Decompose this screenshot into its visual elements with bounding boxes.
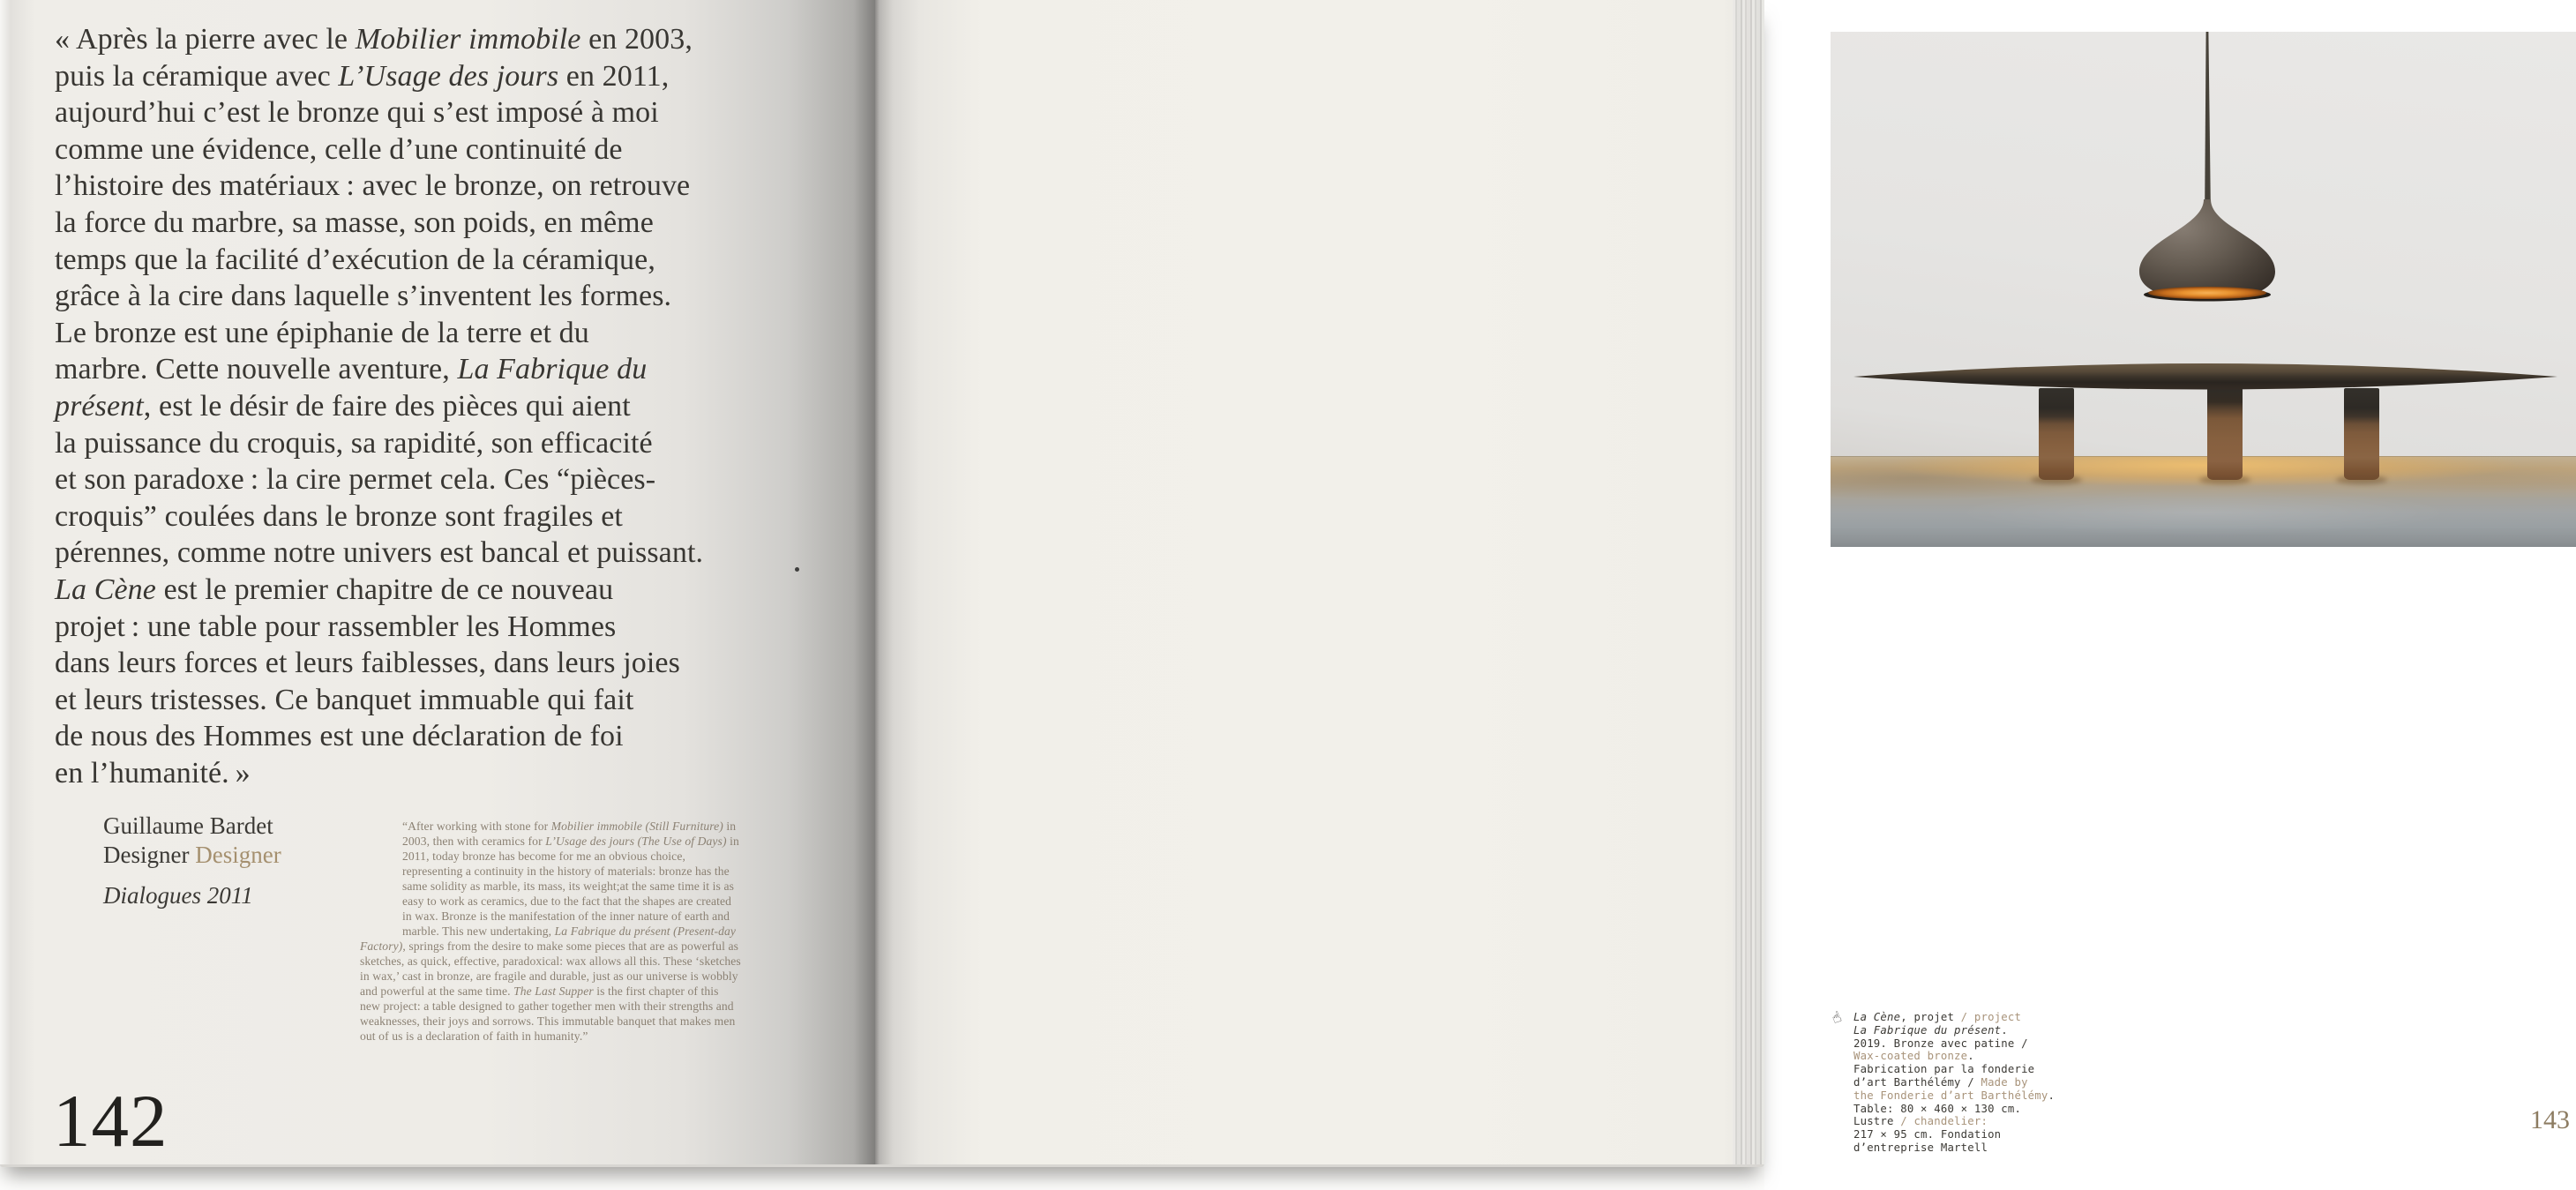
text-line <box>55 21 703 58</box>
author-role-fr: Designer <box>103 842 196 868</box>
bronze-table-top <box>1853 363 2558 391</box>
text-segment: temps que la facilité d’exécution de la céramique, <box>55 243 655 276</box>
text-line <box>1853 1076 2055 1089</box>
text-segment: projet : une table pour rassembler les Hommes <box>55 610 617 643</box>
text-segment: en 2011, <box>558 59 670 93</box>
text-line <box>1853 1050 2055 1063</box>
lamp-glow <box>2148 287 2266 299</box>
pendant-lamp <box>2130 32 2285 307</box>
text-line <box>55 425 703 462</box>
text-segment: et leurs tristesses. Ce banquet immuable qui fait <box>55 683 634 716</box>
text-segment: d’entreprise Martell <box>1853 1141 1988 1154</box>
text-segment: . <box>2048 1089 2056 1102</box>
text-segment: “After working with stone for <box>402 820 551 833</box>
text-line <box>55 205 703 242</box>
photo-caption <box>1829 1007 2056 1155</box>
gallery-floor <box>1831 456 2576 547</box>
text-line <box>55 388 703 425</box>
text-line <box>1853 1103 2055 1116</box>
text-line <box>55 58 703 95</box>
text-segment: . <box>2001 1023 2008 1037</box>
text-segment: présent <box>55 389 144 423</box>
text-line <box>55 718 703 755</box>
text-line <box>55 498 703 535</box>
text-segment: marbre. Cette nouvelle aventure, <box>55 353 458 386</box>
text-segment: la force du marbre, sa masse, son poids, en même <box>55 206 654 239</box>
text-segment: de nous des Hommes est une déclaration de foi <box>55 720 624 753</box>
text-line <box>55 535 703 572</box>
ink-speck <box>795 567 799 572</box>
text-segment: is the first chapter of this new project: a table designed to gather together men with their strengths and weaknesses, their joys and sorrows. This immutable banquet that makes men out of us is a declaration of faith in humanity.” <box>360 984 736 1043</box>
text-line <box>1853 1063 2055 1076</box>
text-segment: L’Usage des jours (The Use of Days) <box>545 834 727 848</box>
text-segment: comme une évidence, celle d’une continuité de <box>55 132 623 166</box>
text-segment: l’histoire des matériaux : avec le bronze, on retrouve <box>55 169 691 203</box>
text-line <box>1853 1128 2055 1141</box>
work-title: Dialogues 2011 <box>103 882 253 909</box>
text-line <box>55 682 703 719</box>
text-line <box>55 168 703 205</box>
text-segment: 217 × 95 cm. Fondation <box>1853 1128 2002 1141</box>
text-segment: , est le désir de faire des pièces qui aient <box>143 389 631 423</box>
text-segment: est le premier chapitre de ce nouveau <box>155 573 614 606</box>
text-segment: , springs from the desire to make some pieces that are as powerful as sketches, as quick, effective, paradoxical: wax allows all this. These ‘sketches in wax,’ cast in bronze, are fragile and durable, just as our universe is wobbly and powerful at the same time. <box>360 939 741 998</box>
text-line <box>55 278 703 315</box>
text-segment: La Cène <box>1853 1011 1901 1023</box>
text-segment: Mobilier immobile <box>355 23 581 56</box>
text-line <box>1853 1011 2055 1024</box>
text-line <box>1853 1141 2055 1155</box>
text-segment: / chandelier: <box>1900 1115 1988 1128</box>
text-segment: 2019. Bronze avec patine / <box>1853 1037 2028 1050</box>
text-segment: , projet <box>1900 1011 1961 1023</box>
text-segment: in 2003, then with ceramics for <box>402 820 737 848</box>
text-segment: . <box>1967 1050 1974 1063</box>
author-name: Guillaume Bardet <box>103 812 273 839</box>
text-line <box>55 572 703 609</box>
english-translation <box>360 819 741 1044</box>
artwork-photo <box>1831 32 2576 547</box>
translation-part2 <box>360 879 741 1043</box>
text-line <box>55 609 703 646</box>
translation-indent <box>360 819 402 924</box>
page-number-right: 143 <box>2530 1105 2570 1134</box>
text-line <box>55 645 703 682</box>
text-line <box>1853 1115 2055 1128</box>
text-segment: La Fabrique du présent <box>1853 1023 2002 1037</box>
text-segment: d’art Barthélémy / <box>1853 1075 1981 1089</box>
text-line <box>1853 1024 2055 1037</box>
text-segment: La Fabrique du <box>457 353 648 386</box>
text-line <box>55 755 703 792</box>
text-segment: at the same time it is as easy to work as ceramics, due to the fact that the shapes are created in wax. Bronze is the manifestation of the inner nature of earth and marble. This new undertaking, <box>402 879 734 938</box>
text-segment: Mobilier immobile (Still Furniture) <box>550 820 723 833</box>
text-segment: grâce à la cire dans laquelle s’inventent les formes. <box>55 280 672 313</box>
text-segment: croquis” coulées dans le bronze sont fragiles et <box>55 499 623 533</box>
text-segment: Le bronze est une épiphanie de la terre et du <box>55 316 589 349</box>
lamp-cord <box>2205 32 2211 203</box>
text-segment: Table: 80 × 460 × 130 cm. <box>1853 1102 2022 1115</box>
attribution-block <box>103 812 281 870</box>
text-segment: La Fabrique du présent (Present-day Factory) <box>360 924 736 953</box>
text-line <box>1853 1037 2055 1051</box>
text-segment: en l’humanité. » <box>55 756 251 790</box>
text-segment: La Cène <box>55 573 156 606</box>
text-line <box>1853 1089 2055 1103</box>
page-left <box>0 0 875 1164</box>
text-segment: dans leurs forces et leurs faiblesses, dans leurs joies <box>55 647 680 680</box>
table-leg <box>2039 388 2074 480</box>
text-line <box>55 461 703 498</box>
text-line <box>55 315 703 352</box>
text-segment: the Fonderie d’art Barthélémy <box>1853 1089 2048 1102</box>
lamp-shade <box>2139 199 2275 300</box>
text-segment: Wax-coated bronze <box>1853 1050 1968 1063</box>
text-line <box>55 242 703 279</box>
text-segment: / project <box>1960 1011 2022 1023</box>
author-role-en: Designer <box>195 842 281 868</box>
text-segment: pérennes, comme notre univers est bancal et puissant. <box>55 536 704 570</box>
text-segment: L’Usage des jours <box>338 59 559 93</box>
page-fore-edge <box>1733 0 1764 1164</box>
text-segment: « Après la pierre avec le <box>55 23 356 56</box>
text-segment: aujourd’hui c’est le bronze qui s’est imposé à moi <box>55 96 659 130</box>
text-line <box>55 131 703 168</box>
author-role <box>103 841 281 870</box>
page-number-left: 142 <box>53 1080 168 1163</box>
page-right <box>875 0 2570 1164</box>
text-segment: Lustre <box>1853 1115 1901 1128</box>
text-segment: en 2003, <box>580 23 693 56</box>
text-segment: Fabrication par la fonderie <box>1853 1063 2035 1076</box>
text-segment: la puissance du croquis, sa rapidité, son efficacité <box>55 426 653 460</box>
french-quote <box>55 21 703 791</box>
pointing-hand-icon: ☝ <box>1829 1007 1845 1029</box>
table-leg <box>2207 388 2243 480</box>
text-line <box>55 94 703 131</box>
text-line <box>55 351 703 388</box>
text-segment: Made by <box>1981 1075 2028 1089</box>
text-segment: puis la céramique avec <box>55 59 339 93</box>
table-leg <box>2344 388 2379 480</box>
text-segment: in 2011, today bronze has become for me an obvious choice, representing a continuity in the history of materials: bronze has the same solidity as marble, its mass, its weight; <box>402 834 739 893</box>
text-segment: The Last Supper <box>513 984 594 998</box>
text-segment: et son paradoxe : la cire permet cela. Ces “pièces- <box>55 463 656 497</box>
